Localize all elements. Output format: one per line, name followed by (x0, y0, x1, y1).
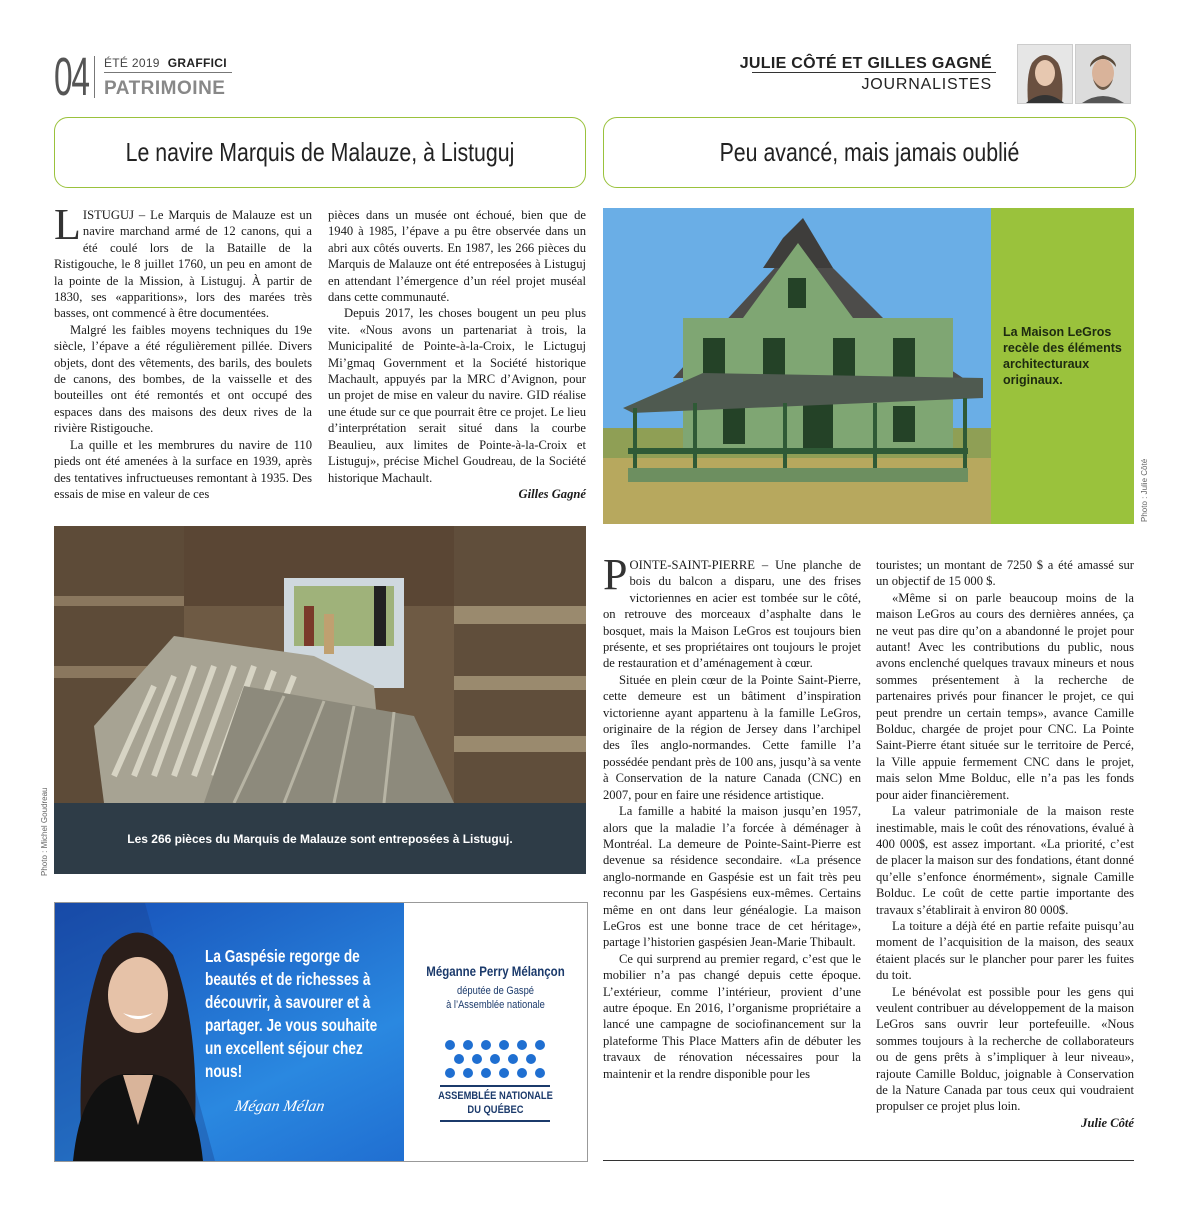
publication-name: GRAFFICI (167, 56, 227, 70)
deputy-name: Méganne Perry Mélançon (426, 963, 565, 979)
article2-paragraph: La valeur patrimoniale de la maison reste inestimable, mais le coût des rénovations, évalué à 400 000$, est assez important. «La priorité, c’est de placer la maison sur des fondations, étant donné qu’elle s’enfonce énormément», signale Camille Bolduc. Le coût de cette partie importante des travaux s’établirait à environ 80 000$. (876, 804, 1134, 917)
article2-paragraph: touristes; un montant de 7250 $ a été amassé sur un objectif de 15 000 $. (876, 558, 1134, 589)
house-caption-panel (991, 208, 1134, 524)
ship-remains-photo (54, 526, 586, 803)
logo-rule (440, 1120, 550, 1122)
house-photo-credit: Photo : Julie Côté (1140, 458, 1149, 522)
deputy-portrait (63, 915, 213, 1161)
ship-photo-credit: Photo : Michel Goudreau (40, 787, 49, 876)
ad-white-panel (404, 903, 587, 1161)
header-edition (104, 56, 227, 70)
article2-paragraph: Ce qui surprend au premier regard, c’est que le mobilier n’a pas changé depuis cette époque. L’extérieur, comme l’intérieur, provient d’une autre époque. En 2016, l’organisme propriétaire a lancé une campagne de sociofinancement sur la plateforme This Place Matters afin de débuter les travaux de rénovation nécessaires pour la maintenir et la rendre disponible pour les (603, 951, 861, 1081)
article2-paragraph: La toiture a déjà été en partie refaite puisqu’au moment de l’acquisition de la maison, des seaux étaient placés sur le plancher pour parer les fuites du toit. (876, 918, 1134, 983)
section-label: PATRIMOINE (104, 78, 226, 99)
edition-label: ÉTÉ 2019 (104, 56, 160, 70)
deputy-title-line2: à l’Assemblée nationale (446, 999, 545, 1011)
ad-signature: Mégan Mélan (233, 1098, 326, 1115)
maison-legros-photo (603, 208, 991, 524)
article1-column-1 (54, 200, 312, 502)
article2-column-1 (603, 550, 861, 1082)
article2-paragraph: La famille a habité la maison jusqu’en 1957, alors que la maladie l’a forcée à déménager à Montréal. La demeure de Pointe-Saint-Pierre est devenue sa résidence secondaire. «La présence anglo-normande en Gaspésie est un fait très peu reconnu par les Gaspésiens eux-mêmes. Certains même en ont dans leur généalogie. La maison LeGros est une bonne trace de cet héritage», partage l’historien gaspésien Jean-Marie Thibault. (603, 804, 861, 950)
article2-paragraph: Située en plein cœur de la Pointe Saint-Pierre, cette demeure est un bâtiment d’inspiration victorienne ayant appartenu à la famille LeGros, originaire de la région de Jersey dans l’archipel des îles anglo-normandes. Cette famille l’a possédée pendant près de 100 ans, jusqu’à sa vente à Conservation de la nature Canada (CNC) en 2007, pour en faire une résidence artistique. (603, 672, 861, 802)
article2-title-box (603, 117, 1136, 188)
author-portrait-julie (1017, 44, 1073, 104)
logo-rule (440, 1085, 550, 1087)
author-role: JOURNALISTES (861, 76, 992, 93)
article2-bottom-rule (603, 1160, 1134, 1161)
author-portrait-gilles (1075, 44, 1131, 104)
article2-signature: Julie Côté (1081, 1115, 1134, 1130)
article2-dropcap: P (603, 550, 628, 599)
assembly-logo-line2: DU QUÉBEC (467, 1104, 524, 1116)
author-names: JULIE CÔTÉ ET GILLES GAGNÉ (739, 55, 992, 72)
deputy-title-line1: députée de Gaspé (457, 985, 534, 997)
article1-dropcap: L (54, 200, 81, 249)
article1-title-box (54, 117, 586, 188)
article1-title: Le navire Marquis de Malauze, à Listuguj (125, 137, 515, 167)
article1-paragraph: pièces dans un musée ont échoué, bien que de 1940 à 1985, l’épave a pu être observée dans un abri aux côtés ouverts. En 1987, les 266 pièces du Marquis de Malauze ont été entreposées à Listuguj en attendant l’émergence d’un réel projet muséal dans cette communauté. (328, 208, 586, 305)
article1-paragraph: Depuis 2017, les choses bougent un peu plus vite. «Nous avons un partenariat à trois, la Municipalité de Pointe-à-la-Croix, le Lictuguj Mi’gmaq Government et la Société historique Machault, appuyés par la MRC d’Avignon, pour un projet de mise en valeur du navire. GID réalise une étude sur ce que pourrait être ce projet. Le lieu d’interprétation serait situé dans la courbe Beaulieu, aux limites de Pointe-à-la-Croix et Listuguj», précise Michel Goudreau, de la Société historique Machault. (328, 306, 586, 485)
article2-paragraph: Le bénévolat est possible pour les gens qui veulent contribuer au développement de la maison LeGros sans ouvrir leur portefeuille. «Nous sommes toujours à la recherche de collaborateurs ou de gens prêts à s’impliquer à leur niveau», rajoute Camille Bolduc, joignable à Conservation de la Nature Canada par tous ceux qui voudraient propulser ce projet plus loin. (876, 984, 1134, 1114)
fleur-de-lis-icon (440, 1035, 550, 1081)
header-rule-right (752, 72, 996, 73)
article1-signature: Gilles Gagné (518, 486, 586, 501)
article1-paragraph: Malgré les faibles moyens techniques du 19e siècle, l’épave a été régulièrement pillée. Divers objets, dont des vêtements, des barils, des boulets de canons, des bombes, de la vaisselle et des bouteilles ont été remontés et ont occupé des espaces dans des maisons des deux rives de la rivière Ristigouche. (54, 322, 312, 436)
assembly-logo-line1: ASSEMBLÉE NATIONALE (438, 1090, 553, 1102)
ad-message: La Gaspésie regorge de beautés et de richesses à découvrir, à savourer et à partager. Je vous souhaite un excellent séjour chez nous! (205, 946, 378, 1081)
article2-title: Peu avancé, mais jamais oublié (719, 137, 1020, 167)
article2-paragraph: OINTE-SAINT-PIERRE – Une planche de bois du balcon a disparu, une des frises victoriennes en acier est tombée sur le côté, on retrouve des morceaux d’asphalte dans le bosquet, mais la Maison LeGros est toujours bien présente, et ses propriétaires ont toujours le projet de restauration et d’aménagement à cœur. (603, 558, 861, 671)
page-number: 04 (54, 47, 89, 107)
political-advertisement (54, 902, 588, 1162)
article2-paragraph: «Même si on parle beaucoup moins de la maison LeGros au cours des dernières années, ça ne veut pas dire qu’on a abandonné le projet pour autant! Avec les contributions du public, nous avons enclenché quelques travaux mineurs et nous sommes présentement à la recherche de partenaires privés pour financer le projet, ce qui peut prendre un certain temps», avance Camille Bolduc, chargée de projet pour CNC. La Pointe Saint-Pierre étant située sur le territoire de Percé, la Ville appuie fermement CNC dans le projet, mais selon Mme Bolduc, elle n’a pas les fonds pour aider financièrement. (876, 590, 1134, 802)
article1-paragraph: La quille et les membrures du navire de 110 pieds ont été amenées à la surface en 1939, après des tentatives infructueuses remontant à 1935. Des essais de mise en valeur de ces (54, 437, 312, 501)
house-photo-caption: La Maison LeGros recèle des éléments architecturaux originaux. (1003, 325, 1122, 387)
article2-column-2 (876, 557, 1134, 1131)
article1-column-2 (328, 207, 586, 502)
header-rule (104, 72, 232, 73)
header-divider (94, 56, 95, 98)
article1-paragraph: ISTUGUJ – Le Marquis de Malauze est un navire marchand armé de 12 canons, qui a été coulé lors de la Bataille de la Ristigouche, le 8 juillet 1760, un peu en amont de la pointe de la Mission, à Listuguj. À partir de 1830, ses «apparitions», lors des marées très basses, ont commencé à être documentées. (54, 208, 312, 321)
ship-photo-caption: Les 266 pièces du Marquis de Malauze sont entreposées à Listuguj. (54, 803, 586, 874)
